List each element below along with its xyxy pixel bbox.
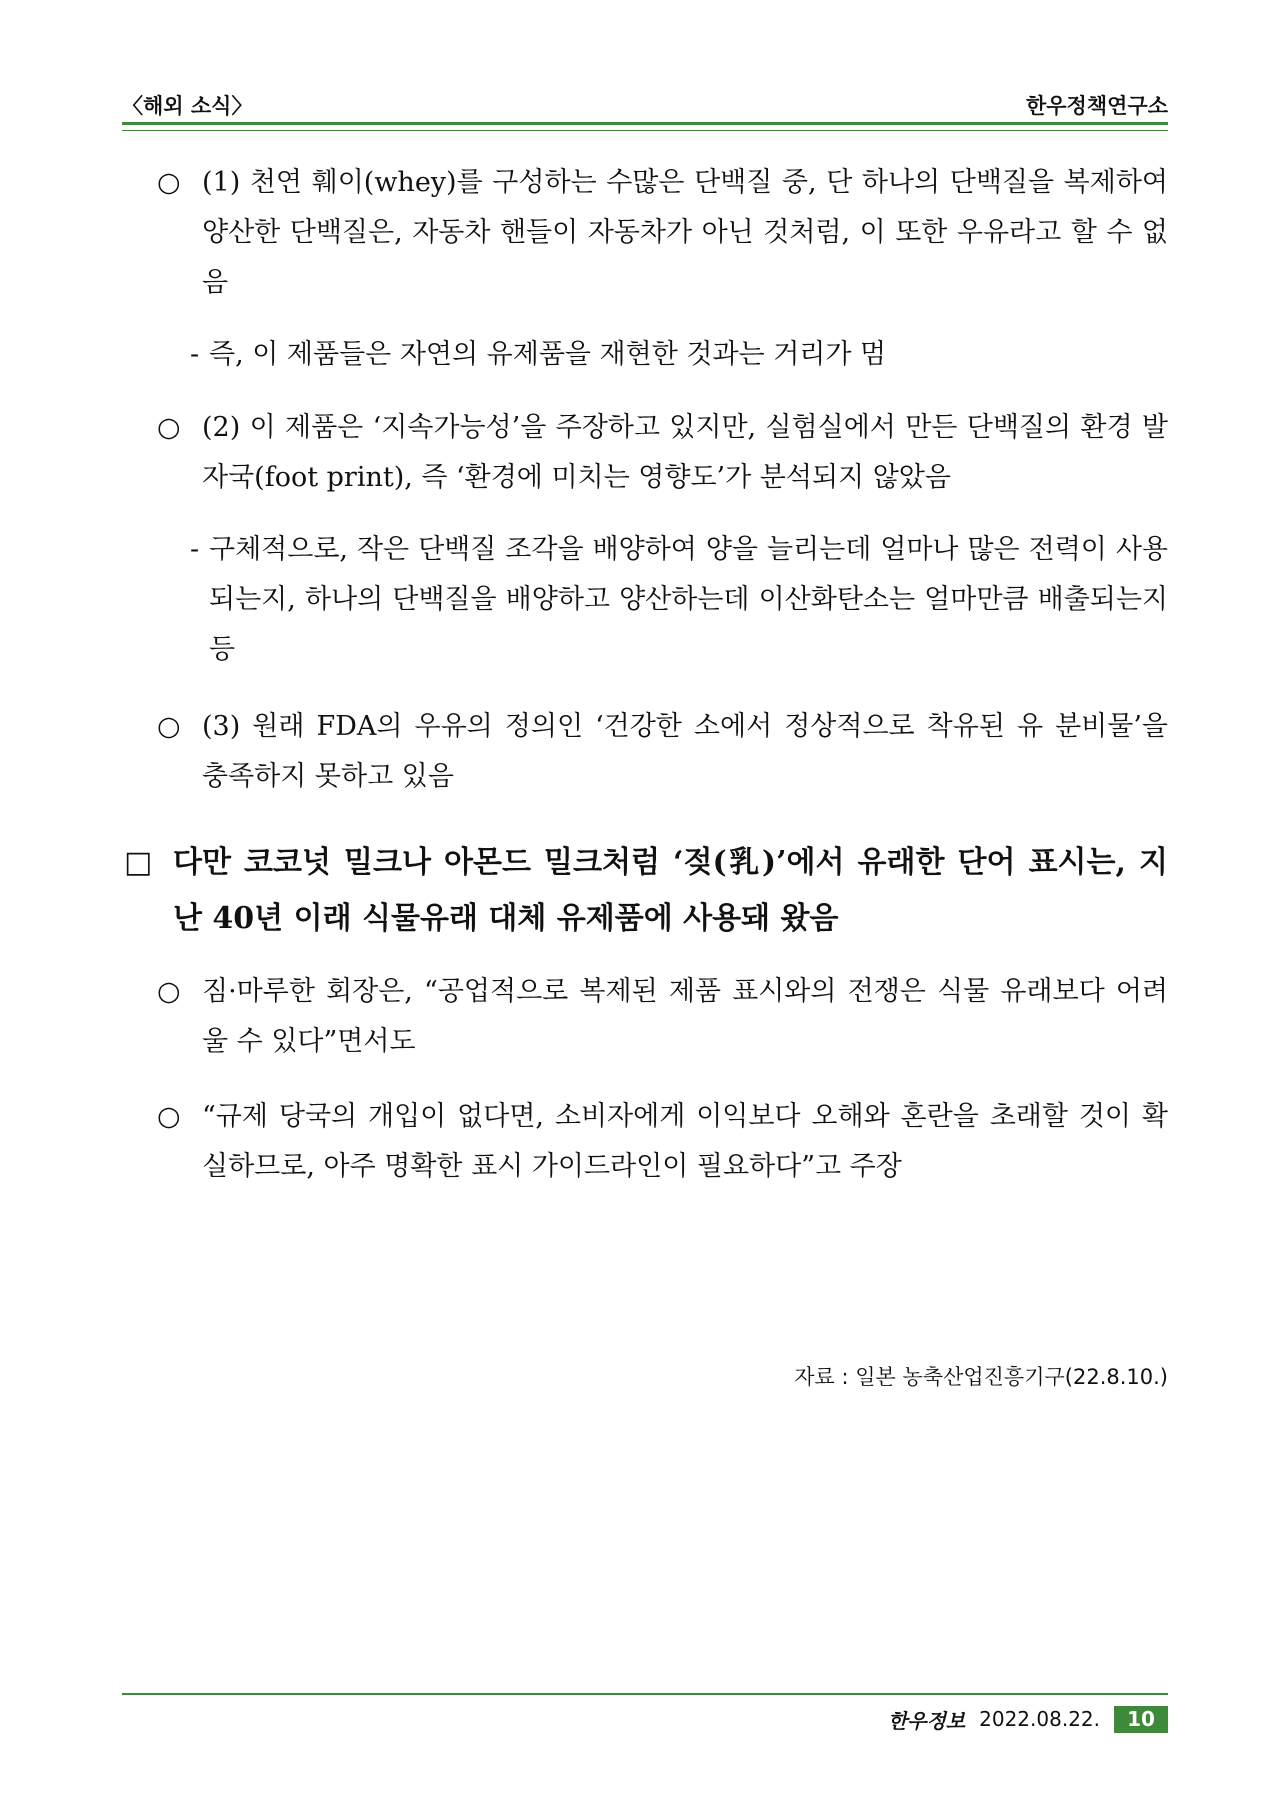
point-1 <box>157 158 1168 308</box>
point-4-text: 짐·마루한 회장은, “공업적으로 복제된 제품 표시와의 전쟁은 식물 유래보다 어려울 수 있다”면서도 <box>202 976 1168 1057</box>
point-5 <box>157 1092 1168 1192</box>
point-3-text: (3) 원래 FDA의 우유의 정의인 ‘건강한 소에서 정상적으로 착유된 유 분비물’을 충족하지 못하고 있음 <box>202 711 1168 792</box>
publication-date: 2022.08.22. <box>979 1707 1100 1731</box>
point-2-text: (2) 이 제품은 ‘지속가능성’을 주장하고 있지만, 실험실에서 만든 단백질의 환경 발자국(foot print), 즉 ‘환경에 미치는 영향도’가 분석되지 않았음 <box>202 412 1168 493</box>
square-bullet: □ <box>124 845 153 880</box>
section-label: 〈해외 소식〉 <box>122 94 253 118</box>
point-2 <box>157 403 1168 503</box>
circle-bullet: ○ <box>157 167 181 198</box>
publication-name: 한우정보 <box>887 1708 966 1733</box>
point-2-detail-text: 구체적으로, 작은 단백질 조각을 배양하여 양을 늘리는데 얼마나 많은 전력이 사용되는지, 하나의 단백질을 배양하고 양산하는데 이산화탄소는 얼마만큼 배출되는지 등 <box>209 534 1168 665</box>
point-4 <box>157 967 1168 1067</box>
dash-bullet: - <box>190 534 200 565</box>
point-1-detail <box>190 330 1168 380</box>
page-number: 10 <box>1114 1706 1168 1733</box>
circle-bullet: ○ <box>157 711 181 742</box>
organization-name: 한우정책연구소 <box>1025 94 1168 118</box>
circle-bullet: ○ <box>157 1101 181 1132</box>
point-3 <box>157 702 1168 802</box>
point-2-detail <box>190 525 1168 675</box>
circle-bullet: ○ <box>157 976 181 1007</box>
footer <box>888 1704 1168 1734</box>
circle-bullet: ○ <box>157 412 181 443</box>
header-rule <box>122 122 1168 125</box>
header-rule-thin <box>122 130 1168 131</box>
point-5-text: “규제 당국의 개입이 없다면, 소비자에게 이익보다 오해와 혼란을 초래할 것이 확실하므로, 아주 명확한 표시 가이드라인이 필요하다”고 주장 <box>202 1101 1168 1182</box>
dash-bullet: - <box>190 339 200 370</box>
source-citation: 자료 : 일본 농축산업진흥기구(22.8.10.) <box>794 1365 1168 1389</box>
point-1-detail-text: 즉, 이 제품들은 자연의 유제품을 재현한 것과는 거리가 멈 <box>209 339 887 370</box>
point-1-text: (1) 천연 훼이(whey)를 구성하는 수많은 단백질 중, 단 하나의 단백질을 복제하여 양산한 단백질은, 자동차 핸들이 자동차가 아닌 것처럼, 이 또한 우유라고 할 수 없음 <box>202 167 1168 298</box>
section-heading <box>124 835 1168 947</box>
footer-rule <box>122 1693 1168 1695</box>
section-heading-text: 다만 코코넛 밀크나 아몬드 밀크처럼 ‘젖(乳)’에서 유래한 단어 표시는, 지난 40년 이래 식물유래 대체 유제품에 사용돼 왔음 <box>173 845 1168 936</box>
